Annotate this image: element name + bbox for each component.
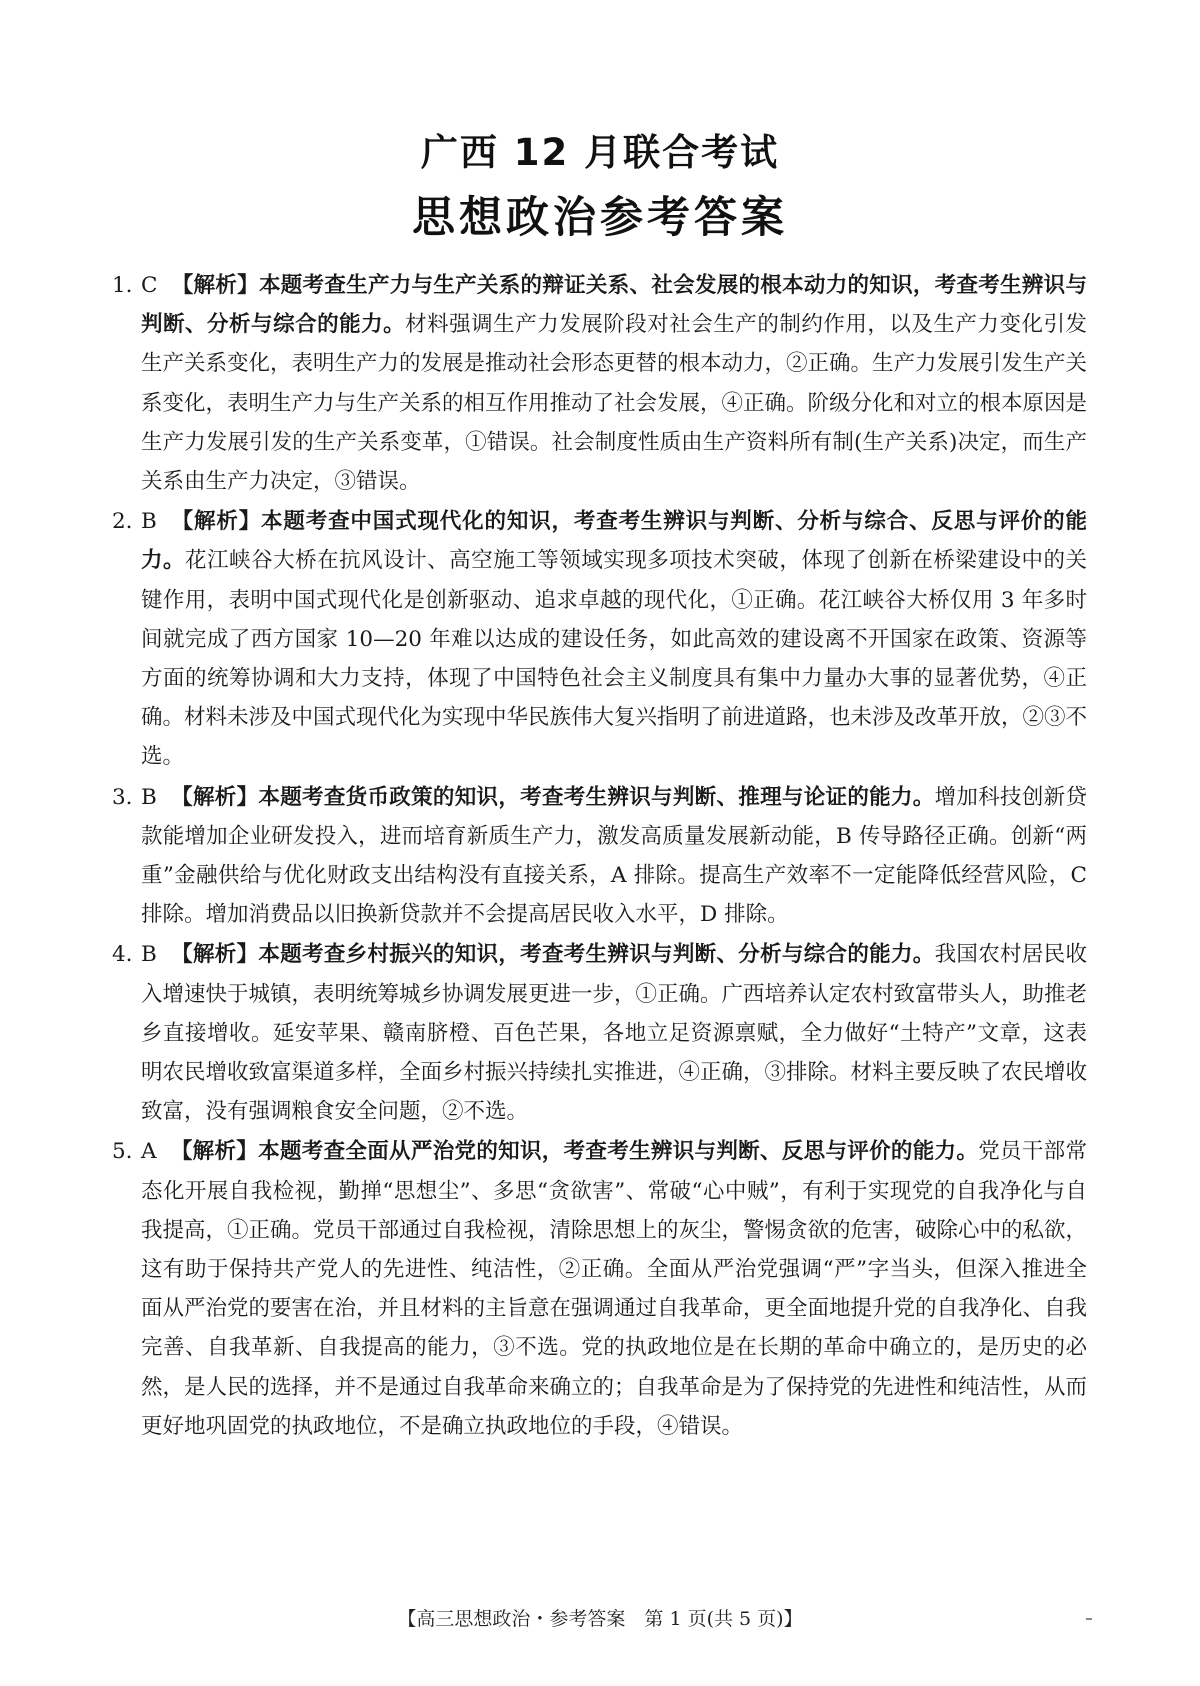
answer-item-3	[112, 778, 1087, 935]
exam-title: 广西 12 月联合考试	[420, 131, 780, 174]
analysis-tag: 【解析】	[170, 784, 259, 810]
analysis-body: 我国农村居民收入增速快于城镇，表明统筹城乡协调发展更进一步，①正确。广西培养认定农村致富带头人，助推老乡直接增收。延安苹果、赣南脐橙、百色芒果，各地立足资源禀赋，全力做好“土特产”文章，这表明农民增收致富渠道多样，全面乡村振兴持续扎实推进，④正确，③排除。材料主要反映了农民增收致富，没有强调粮食安全问题，②不选。	[141, 942, 1088, 1125]
answer-choice: B	[141, 784, 157, 810]
analysis-lead: 本题考查乡村振兴的知识，考查考生辨识与判断、分析与综合的能力。	[258, 942, 935, 968]
page-footer: 【高三思想政治・参考答案 第 1 页(共 5 页)】	[397, 1608, 803, 1630]
analysis-tag: 【解析】	[171, 273, 259, 298]
analysis-tag: 【解析】	[170, 1139, 259, 1165]
answer-choice: B	[141, 942, 157, 968]
question-number: 5.	[112, 1139, 133, 1165]
question-number: 1.	[112, 273, 133, 298]
answer-item-4	[112, 935, 1087, 1131]
answer-choice: C	[141, 273, 158, 298]
answer-list	[112, 266, 1087, 1447]
analysis-lead: 本题考查全面从严治党的知识，考查考生辨识与判断、反思与评价的能力。	[258, 1139, 979, 1165]
analysis-body: 党员干部常态化开展自我检视，勤掸“思想尘”、多思“贪欲害”、常破“心中贼”，有利于实现党的自我净化与自我提高，①正确。党员干部通过自我检视，清除思想上的灰尘，警惕贪欲的危害，破除心中的私欲，这有助于保持共产党人的先进性、纯洁性，②正确。全面从严治党强调“严”字当头，但深入推进全面从严治党的要害在治，并且材料的主旨意在强调通过自我革命，更全面地提升党的自我净化、自我完善、自我革新、自我提高的能力，③不选。党的执政地位是在长期的革命中确立的，是历史的必然，是人民的选择，并不是通过自我革命来确立的；自我革命是为了保持党的先进性和纯洁性，从而更好地巩固党的执政地位，不是确立执政地位的手段，④错误。	[141, 1139, 1088, 1439]
analysis-tag: 【解析】	[170, 509, 262, 535]
analysis-lead: 本题考查货币政策的知识，考查考生辨识与判断、推理与论证的能力。	[258, 784, 935, 810]
analysis-lead: 本题考查生产力与生产关系的辩证关系、社会发展的根本动力的知识，考查考生辨识与判断、分析与综合的能力。	[141, 273, 1087, 338]
corner-mark	[1086, 1618, 1092, 1620]
question-number: 3.	[112, 784, 133, 810]
answer-choice: B	[141, 509, 157, 535]
answer-choice: A	[141, 1139, 157, 1165]
analysis-tag: 【解析】	[170, 942, 259, 968]
document-title: 思想政治参考答案	[412, 193, 788, 243]
analysis-body: 花江峡谷大桥在抗风设计、高空施工等领域实现多项技术突破，体现了创新在桥梁建设中的关键作用，表明中国式现代化是创新驱动、追求卓越的现代化，①正确。花江峡谷大桥仅用 3 年多时间就完成了西方国家 10—20 年难以达成的建设任务，如此高效的建设离不开国家在政策、资源等方面的统筹协调和大力支持，体现了中国特色社会主义制度具有集中力量办大事的显著优势，④正确。材料未涉及中国式现代化为实现中华民族伟大复兴指明了前进道路，也未涉及改革开放，②③不选。	[141, 548, 1088, 770]
answer-item-5	[112, 1132, 1087, 1446]
answer-item-1	[112, 266, 1087, 501]
answer-item-2	[112, 502, 1087, 776]
question-number: 2.	[112, 509, 133, 535]
analysis-body: 材料强调生产力发展阶段对社会生产的制约作用，以及生产力变化引发生产关系变化，表明生产力的发展是推动社会形态更替的根本动力，②正确。生产力发展引发生产关系变化，表明生产力与生产关系的相互作用推动了社会发展，④正确。阶级分化和对立的根本原因是生产力发展引发的生产关系变革，①错误。社会制度性质由生产资料所有制(生产关系)决定，而生产关系由生产力决定，③错误。	[141, 312, 1088, 495]
analysis-body: 增加科技创新贷款能增加企业研发投入，进而培育新质生产力，激发高质量发展新动能，B 传导路径正确。创新“两重”金融供给与优化财政支出结构没有直接关系，A 排除。提高生产效率不一定能降低经营风险，C 排除。增加消费品以旧换新贷款并不会提高居民收入水平，D 排除。	[141, 784, 1087, 928]
analysis-lead: 本题考查中国式现代化的知识，考查考生辨识与判断、分析与综合、反思与评价的能力。	[141, 509, 1087, 574]
question-number: 4.	[112, 942, 133, 968]
